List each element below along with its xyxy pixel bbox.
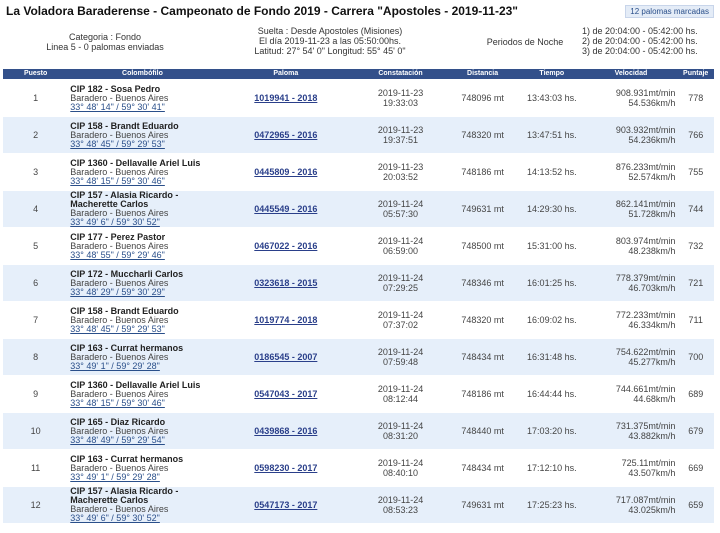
fancier-coordinates-link[interactable]: 33° 48' 55" / 59° 29' 46" <box>70 249 165 260</box>
pigeon-ring-link[interactable]: 0547173 - 2017 <box>254 500 318 510</box>
constatacion-date: 2019-11-23 <box>377 125 424 135</box>
constatacion-date: 2019-11-24 <box>377 495 424 505</box>
row-position: 3 <box>33 167 39 177</box>
fancier-location: Baradero - Buenos Aires <box>70 92 169 103</box>
constatacion-time: 07:59:48 <box>383 357 419 367</box>
row-velocity <box>584 458 677 478</box>
constatacion-time: 08:12:44 <box>383 394 419 404</box>
constatacion-time: 07:29:25 <box>383 283 419 293</box>
table-row <box>3 191 714 228</box>
fancier-coordinates-link[interactable]: 33° 49' 6" / 59° 30' 52" <box>70 513 160 523</box>
constatacion-date: 2019-11-24 <box>377 384 424 394</box>
row-distance: 748434 mt <box>461 352 504 362</box>
fancier-coordinates-link[interactable]: 33° 48' 29" / 59° 30' 29" <box>70 286 165 297</box>
row-distance: 748346 mt <box>461 278 504 288</box>
row-constatacion <box>355 125 446 145</box>
fancier-name: CIP 158 - Brandt Eduardo <box>70 120 179 131</box>
row-constatacion <box>355 273 446 293</box>
row-colombofilo <box>68 122 216 149</box>
row-constatacion <box>355 88 446 108</box>
velocity-mt-min: 731.375mt/min <box>615 421 676 431</box>
fancier-location: Baradero - Buenos Aires <box>70 388 169 399</box>
velocity-mt-min: 803.974mt/min <box>615 236 676 246</box>
row-constatacion <box>355 310 446 330</box>
row-points: 679 <box>688 426 704 436</box>
row-velocity <box>584 162 677 182</box>
row-velocity <box>584 88 677 108</box>
header-puntaje: Puntaje <box>683 70 709 77</box>
row-elapsed-time: 17:25:23 hs. <box>527 500 577 510</box>
velocity-km-h: 43.025km/h <box>628 505 676 515</box>
row-position: 11 <box>30 463 41 473</box>
fancier-name: CIP 172 - Muccharli Carlos <box>70 268 184 279</box>
row-distance: 748186 mt <box>461 167 504 177</box>
fancier-name: CIP 163 - Currat hermanos <box>70 453 184 464</box>
fancier-name: CIP 182 - Sosa Pedro <box>70 83 161 94</box>
row-position: 12 <box>30 500 41 510</box>
row-position: 2 <box>33 130 39 140</box>
row-position: 5 <box>33 241 39 251</box>
fancier-coordinates-link[interactable]: 33° 49' 1" / 59° 29' 28" <box>70 471 160 482</box>
constatacion-date: 2019-11-24 <box>377 458 424 468</box>
table-row <box>3 339 714 376</box>
row-velocity <box>584 347 677 367</box>
fancier-coordinates-link[interactable]: 33° 48' 45" / 59° 29' 53" <box>70 138 165 149</box>
marked-count-badge: 12 palomas marcadas <box>625 5 714 18</box>
row-points: 711 <box>688 315 703 325</box>
row-colombofilo <box>68 159 216 186</box>
velocity-km-h: 46.334km/h <box>628 320 676 330</box>
velocity-mt-min: 908.931mt/min <box>615 88 676 98</box>
fancier-coordinates-link[interactable]: 33° 48' 49" / 59° 29' 54" <box>70 434 165 445</box>
row-position: 7 <box>33 315 39 325</box>
constatacion-time: 19:37:51 <box>383 135 419 145</box>
constatacion-date: 2019-11-24 <box>377 310 424 320</box>
constatacion-time: 08:53:23 <box>383 505 419 515</box>
velocity-mt-min: 876.233mt/min <box>615 162 676 172</box>
table-row <box>3 117 714 154</box>
header-colombofilo: Colombófilo <box>122 70 163 77</box>
row-velocity <box>584 273 677 293</box>
constatacion-time: 07:37:02 <box>383 320 419 330</box>
velocity-mt-min: 778.379mt/min <box>615 273 676 283</box>
row-position: 4 <box>33 204 39 214</box>
night-period-2: 2) de 20:04:00 - 05:42:00 hs. <box>582 36 698 46</box>
velocity-km-h: 54.236km/h <box>628 135 676 145</box>
row-position: 1 <box>33 93 39 103</box>
row-velocity <box>584 495 677 515</box>
header-tiempo: Tiempo <box>539 70 565 77</box>
row-elapsed-time: 14:29:30 hs. <box>527 204 577 214</box>
pigeon-ring-link[interactable]: 0467022 - 2016 <box>254 241 318 251</box>
constatacion-date: 2019-11-24 <box>377 236 424 246</box>
velocity-mt-min: 772.233mt/min <box>615 310 676 320</box>
table-row <box>3 80 714 117</box>
row-distance: 748096 mt <box>461 93 504 103</box>
constatacion-time: 08:40:10 <box>383 468 419 478</box>
constatacion-time: 08:31:20 <box>383 431 419 441</box>
constatacion-date: 2019-11-24 <box>377 347 424 357</box>
row-velocity <box>584 125 677 145</box>
row-points: 755 <box>688 167 704 177</box>
row-elapsed-time: 16:09:02 hs. <box>527 315 577 325</box>
row-distance: 748440 mt <box>461 426 504 436</box>
fancier-location: Baradero - Buenos Aires <box>70 208 169 218</box>
fancier-coordinates-link[interactable]: 33° 49' 6" / 59° 30' 52" <box>70 217 160 227</box>
fancier-location: Baradero - Buenos Aires <box>70 351 169 362</box>
pigeon-ring-link[interactable]: 0186545 - 2007 <box>254 352 318 362</box>
fancier-location: Baradero - Buenos Aires <box>70 166 169 177</box>
row-colombofilo <box>68 418 216 445</box>
night-period-3: 3) de 20:04:00 - 05:42:00 hs. <box>582 46 698 56</box>
page-title: La Voladora Baraderense - Campeonato de Fondo 2019 - Carrera "Apostoles - 2019-11-23" <box>6 4 518 18</box>
row-points: 766 <box>688 130 704 140</box>
fancier-location: Baradero - Buenos Aires <box>70 240 169 251</box>
pigeon-ring-link[interactable]: 0445809 - 2016 <box>254 167 318 177</box>
fancier-location: Baradero - Buenos Aires <box>70 277 169 288</box>
header-paloma: Paloma <box>273 70 299 77</box>
fancier-coordinates-link[interactable]: 33° 48' 45" / 59° 29' 53" <box>70 323 165 334</box>
fancier-location: Baradero - Buenos Aires <box>70 462 169 473</box>
header-constatacion: Constatación <box>378 70 423 77</box>
velocity-mt-min: 717.087mt/min <box>615 495 676 505</box>
velocity-km-h: 46.703km/h <box>628 283 676 293</box>
row-colombofilo <box>68 455 216 482</box>
fancier-name: CIP 165 - Diaz Ricardo <box>70 416 166 427</box>
velocity-mt-min: 903.932mt/min <box>615 125 676 135</box>
race-info <box>0 24 720 66</box>
velocity-mt-min: 754.622mt/min <box>615 347 676 357</box>
velocity-km-h: 54.536km/h <box>628 98 676 108</box>
pigeon-ring-link[interactable]: 1019774 - 2018 <box>254 315 318 325</box>
row-colombofilo <box>68 381 216 408</box>
row-constatacion <box>355 458 446 478</box>
fancier-name: CIP 1360 - Dellavalle Ariel Luis <box>70 379 201 390</box>
header-velocidad: Velocidad <box>614 70 648 77</box>
row-velocity <box>584 421 677 441</box>
fancier-name: CIP 157 - Alasia Ricardo - Macherette Carlos <box>70 486 179 505</box>
row-points: 659 <box>688 500 704 510</box>
pigeon-ring-link[interactable]: 1019941 - 2018 <box>254 93 318 103</box>
row-distance: 749631 mt <box>461 204 504 214</box>
header-puesto: Puesto <box>23 70 48 77</box>
fancier-coordinates-link[interactable]: 33° 48' 15" / 59° 30' 46" <box>70 397 165 408</box>
row-elapsed-time: 14:13:52 hs. <box>527 167 577 177</box>
row-points: 689 <box>688 389 704 399</box>
row-constatacion <box>355 495 446 515</box>
fancier-name: CIP 158 - Brandt Eduardo <box>70 305 179 316</box>
row-velocity <box>584 384 677 404</box>
table-row <box>3 302 714 339</box>
row-velocity <box>584 310 677 330</box>
row-points: 732 <box>688 241 704 251</box>
row-distance: 748320 mt <box>461 315 504 325</box>
row-colombofilo <box>68 191 216 227</box>
row-elapsed-time: 15:31:00 hs. <box>527 241 577 251</box>
release-text-3: Latitud: 27° 54' 0" Longitud: 55° 45' 0" <box>254 46 406 56</box>
release-text-2: El día 2019-11-23 a las 05:50:00hs. <box>259 36 401 46</box>
constatacion-date: 2019-11-24 <box>377 273 424 283</box>
category-text: Categoria : Fondo <box>68 32 142 42</box>
table-row <box>3 228 714 265</box>
fancier-location: Baradero - Buenos Aires <box>70 504 169 514</box>
fancier-location: Baradero - Buenos Aires <box>70 425 169 436</box>
table-row <box>3 413 714 450</box>
night-label: Periodos de Noche <box>486 37 564 47</box>
row-constatacion <box>355 162 446 182</box>
row-distance: 748320 mt <box>461 130 504 140</box>
row-constatacion <box>355 384 446 404</box>
row-points: 700 <box>688 352 704 362</box>
constatacion-time: 06:59:00 <box>383 246 419 256</box>
row-velocity <box>584 199 677 219</box>
velocity-km-h: 45.277km/h <box>628 357 676 367</box>
row-points: 744 <box>688 204 704 214</box>
row-colombofilo <box>68 85 216 112</box>
row-velocity <box>584 236 677 256</box>
fancier-name: CIP 163 - Currat hermanos <box>70 342 184 353</box>
row-elapsed-time: 16:44:44 hs. <box>527 389 577 399</box>
table-row <box>3 265 714 302</box>
fancier-coordinates-link[interactable]: 33° 49' 1" / 59° 29' 28" <box>70 360 160 371</box>
velocity-km-h: 43.882km/h <box>628 431 676 441</box>
pigeon-ring-link[interactable]: 0323618 - 2015 <box>254 278 318 288</box>
row-colombofilo <box>68 487 216 523</box>
table-row <box>3 450 714 487</box>
row-elapsed-time: 17:03:20 hs. <box>527 426 577 436</box>
velocity-km-h: 52.574km/h <box>628 172 676 182</box>
row-constatacion <box>355 199 446 219</box>
fancier-name: CIP 157 - Alasia Ricardo - Macherette Carlos <box>70 190 179 209</box>
pigeon-ring-link[interactable]: 0439868 - 2016 <box>254 426 318 436</box>
table-row <box>3 487 714 524</box>
table-header <box>3 69 714 79</box>
pigeon-ring-link[interactable]: 0598230 - 2017 <box>254 463 318 473</box>
row-colombofilo <box>68 233 216 260</box>
row-elapsed-time: 13:43:03 hs. <box>527 93 577 103</box>
table-row <box>3 376 714 413</box>
row-constatacion <box>355 347 446 367</box>
row-position: 10 <box>30 426 41 436</box>
row-position: 8 <box>33 352 39 362</box>
row-position: 6 <box>33 278 39 288</box>
pigeon-ring-link[interactable]: 0445549 - 2016 <box>254 204 318 214</box>
velocity-km-h: 44.68km/h <box>633 394 676 404</box>
row-distance: 749631 mt <box>461 500 504 510</box>
pigeon-ring-link[interactable]: 0472965 - 2016 <box>254 130 318 140</box>
release-text-1: Suelta : Desde Apostoles (Misiones) <box>257 26 403 36</box>
row-constatacion <box>355 421 446 441</box>
table-row <box>3 154 714 191</box>
constatacion-time: 05:57:30 <box>383 209 419 219</box>
constatacion-date: 2019-11-23 <box>377 162 424 172</box>
row-distance: 748500 mt <box>461 241 504 251</box>
line-text: Linea 5 - 0 palomas enviadas <box>46 42 164 52</box>
header-distancia: Distancia <box>467 70 499 77</box>
fancier-location: Baradero - Buenos Aires <box>70 129 169 140</box>
velocity-km-h: 43.507km/h <box>628 468 676 478</box>
constatacion-date: 2019-11-23 <box>377 88 424 98</box>
row-points: 669 <box>688 463 704 473</box>
constatacion-date: 2019-11-24 <box>377 199 424 209</box>
row-distance: 748434 mt <box>461 463 504 473</box>
night-period-1: 1) de 20:04:00 - 05:42:00 hs. <box>582 26 698 36</box>
velocity-km-h: 51.728km/h <box>628 209 676 219</box>
constatacion-time: 20:03:52 <box>383 172 419 182</box>
fancier-name: CIP 177 - Perez Pastor <box>70 231 166 242</box>
fancier-location: Baradero - Buenos Aires <box>70 314 169 325</box>
pigeon-ring-link[interactable]: 0547043 - 2017 <box>254 389 318 399</box>
fancier-name: CIP 1360 - Dellavalle Ariel Luis <box>70 157 201 168</box>
constatacion-time: 19:33:03 <box>383 98 419 108</box>
row-elapsed-time: 13:47:51 hs. <box>527 130 577 140</box>
row-constatacion <box>355 236 446 256</box>
row-points: 721 <box>688 278 704 288</box>
row-colombofilo <box>68 270 216 297</box>
velocity-mt-min: 744.661mt/min <box>615 384 676 394</box>
velocity-mt-min: 862.141mt/min <box>615 199 676 209</box>
constatacion-date: 2019-11-24 <box>377 421 424 431</box>
row-points: 778 <box>688 93 704 103</box>
row-elapsed-time: 17:12:10 hs. <box>527 463 577 473</box>
velocity-mt-min: 725.11mt/min <box>621 458 676 468</box>
velocity-km-h: 48.238km/h <box>628 246 676 256</box>
row-elapsed-time: 16:01:25 hs. <box>527 278 577 288</box>
fancier-coordinates-link[interactable]: 33° 48' 15" / 59° 30' 46" <box>70 175 165 186</box>
row-position: 9 <box>33 389 39 399</box>
fancier-coordinates-link[interactable]: 33° 48' 14" / 59° 30' 41" <box>70 101 165 112</box>
row-distance: 748186 mt <box>461 389 504 399</box>
row-colombofilo <box>68 307 216 334</box>
row-elapsed-time: 16:31:48 hs. <box>527 352 577 362</box>
row-colombofilo <box>68 344 216 371</box>
results-table-body <box>3 80 714 524</box>
